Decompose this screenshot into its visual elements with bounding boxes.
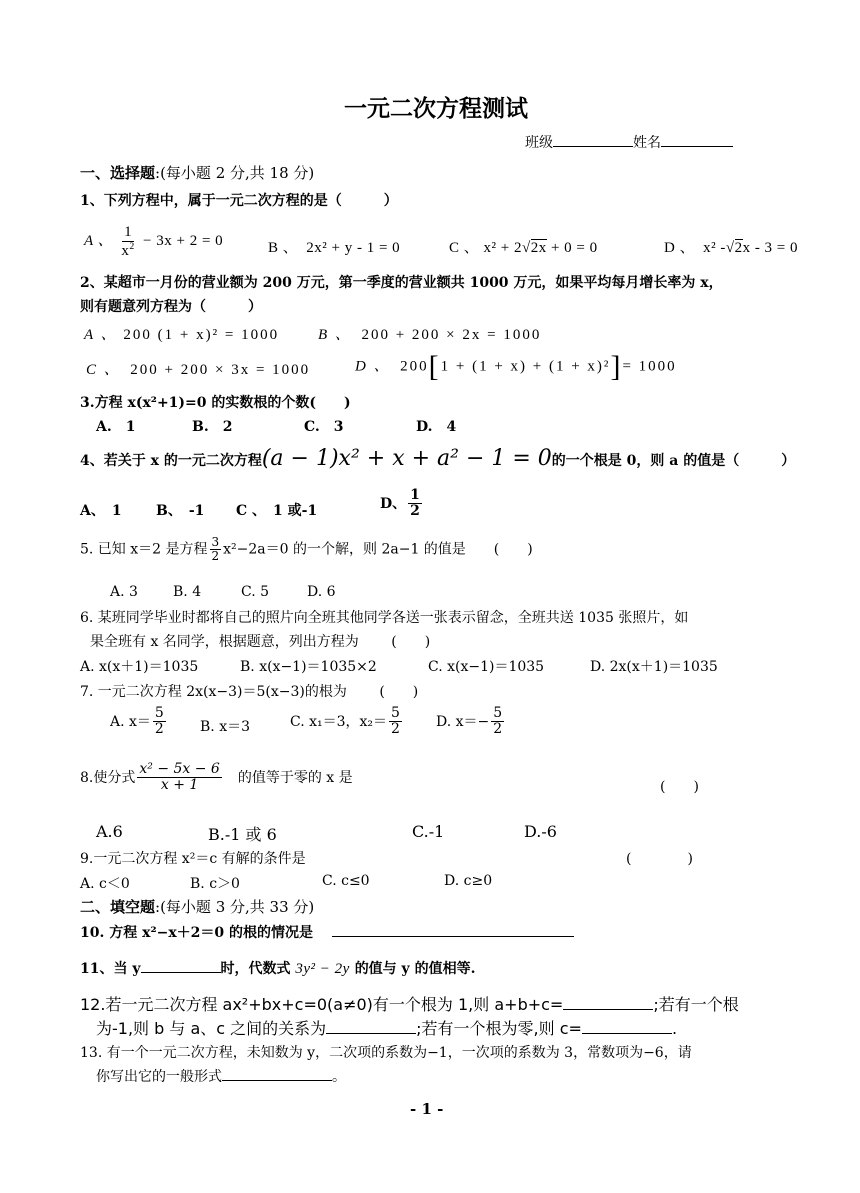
- q6-option-a: A. x(x＋1)＝1035: [80, 659, 199, 675]
- q1-stem: 1、下列方程中，属于一元二次方程的是（ ）: [80, 193, 398, 209]
- q2-option-c: C 、 200 + 200 × 3x = 1000: [86, 362, 311, 378]
- q6-stem-line1: 6. 某班同学毕业时都将自己的照片向全班其他同学各送一张表示留念，全班共送 1035 张照片，如: [80, 610, 689, 626]
- q8-answer-paren[interactable]: ( ): [660, 779, 699, 795]
- section-choice: [80, 162, 314, 183]
- q3-option-a: A. 1: [96, 419, 136, 435]
- q11-blank[interactable]: [141, 972, 221, 973]
- q12-blank-3[interactable]: [582, 1033, 672, 1034]
- q1-option-b: B 、 2x² + y - 1 = 0: [268, 240, 401, 256]
- q7-stem: 7. 一元二次方程 2x(x−3)＝5(x−3)的根为 ( ): [80, 684, 419, 700]
- q10-blank[interactable]: [332, 936, 574, 937]
- q1-option-a: A 、 $\frac{1}{x^2}$ − 3x + 2 = 0: [84, 224, 224, 259]
- q6-option-b: B. x(x−1)＝1035×2: [240, 659, 377, 675]
- q13-line1: 13. 有一个一元二次方程，未知数为 y，二次项的系数为−1，一次项的系数为 3，常数项为−6，请: [80, 1045, 692, 1061]
- q8-option-b: B.-1 或 6: [208, 825, 277, 844]
- q6-stem-line2: 果全班有 x 名同学，根据题意，列出方程为 ( ): [90, 634, 431, 650]
- q1-a-fraction: $\frac{1}{x^2}$: [121, 224, 135, 259]
- q7-option-b: B. x＝3: [200, 719, 250, 735]
- q8-option-d: D.-6: [524, 822, 557, 841]
- q4-stem: 4、若关于 x 的一元二次方程(a − 1)x² + x + a² − 1 = 0的一个根是 0，则 a 的值是（ ）: [80, 446, 796, 471]
- class-label: 班级: [525, 135, 553, 151]
- q13-line2: 你写出它的一般形式 。: [96, 1069, 346, 1085]
- sqrt-icon: √: [725, 240, 735, 256]
- q8-stem: 8.使分式 $\frac{\text{x² − 5x − 6}}{x + 1}$ 的值等于零的 x 是: [80, 761, 353, 794]
- q13-blank[interactable]: [222, 1080, 332, 1081]
- q1-option-c: C 、 x² + 2√2x + 0 = 0: [449, 240, 598, 256]
- q9-option-a: A. c＜0: [80, 876, 130, 892]
- page-title: 一元二次方程测试: [344, 96, 528, 122]
- q5-stem: 5. 已知 x＝2 是方程 $\frac{3}{2}$ x²−2a＝0 的一个解，则 2a−1 的值是 ( ): [80, 535, 533, 564]
- q3-option-d: D. 4: [416, 419, 457, 435]
- q4-option-d: D、 $\frac{1}{2}$: [380, 487, 420, 520]
- q11-stem: 11、当 y 时，代数式 3y² − 2y 的值与 y 的值相等.: [80, 961, 476, 977]
- q2-option-b: B 、 200 + 200 × 2x = 1000: [318, 327, 542, 343]
- class-blank[interactable]: [553, 146, 633, 147]
- q12-blank-2[interactable]: [326, 1033, 416, 1034]
- q2-stem-line1: 2、某超市一月份的营业额为 200 万元，第一季度的营业额共 1000 万元，如果平均每月增长率为 x，: [80, 275, 723, 291]
- q3-option-c: C. 3: [304, 419, 344, 435]
- section-note: :(每小题 3 分,共 33 分): [155, 898, 315, 916]
- section-fill: [80, 896, 314, 917]
- sqrt-icon: √: [521, 240, 531, 256]
- q5-option-c: C. 5: [241, 584, 270, 600]
- q4-option-a: A、 1: [80, 503, 122, 519]
- q8-option-c: C.-1: [412, 822, 445, 841]
- q4-option-c: C 、 1 或-1: [236, 503, 318, 519]
- q5-option-a: A. 3: [110, 584, 138, 600]
- q6-option-d: D. 2x(x＋1)＝1035: [590, 659, 718, 675]
- q3-stem: 3.方程 x(x²+1)=0 的实数根的个数( ): [80, 395, 351, 411]
- student-info: [525, 132, 733, 152]
- q6-option-c: C. x(x−1)＝1035: [428, 659, 545, 675]
- q9-option-d: D. c≥0: [444, 873, 493, 889]
- name-blank[interactable]: [661, 146, 733, 147]
- q2-option-a: A 、 200 (1 + x)² = 1000: [84, 327, 280, 343]
- q7-option-a: A. x＝ $\frac{5}{2}$: [110, 705, 164, 738]
- q3-option-b: B. 2: [192, 419, 233, 435]
- q7-option-c: C. x₁＝3，x₂＝ $\frac{5}{2}$: [290, 705, 400, 738]
- name-label: 姓名: [633, 135, 661, 151]
- q2-stem-line2: 则有题意列方程为（ ）: [80, 299, 262, 315]
- q5-option-b: B. 4: [173, 584, 202, 600]
- q10-stem: 10. 方程 x²−x＋2＝0 的根的情况是: [80, 922, 574, 942]
- q8-option-a: A.6: [96, 822, 123, 841]
- q1-option-d: D 、 x² -√2x - 3 = 0: [664, 240, 799, 256]
- section-heading: 二、填空题: [80, 898, 156, 916]
- q7-option-d: D. x＝− $\frac{5}{2}$: [436, 705, 503, 738]
- q4-option-b: B、 -1: [156, 503, 205, 519]
- page-number: - 1 -: [410, 1100, 444, 1118]
- q12-blank-1[interactable]: [563, 1009, 653, 1010]
- q2-option-d: D 、 200[1 + (1 + x) + (1 + x)²]= 1000: [355, 350, 677, 383]
- q9-option-b: B. c＞0: [190, 876, 240, 892]
- q12-line1: 12.若一元二次方程 ax²+bx+c=0(a≠0)有一个根为 1,则 a+b+c= ;若有一个根: [80, 995, 739, 1014]
- q5-option-d: D. 6: [307, 584, 336, 600]
- section-heading: 一、选择题: [80, 164, 156, 182]
- q9-stem: 9.一元二次方程 x²＝c 有解的条件是: [80, 851, 306, 867]
- q9-answer-paren[interactable]: ( ): [626, 851, 693, 867]
- q12-line2: 为-1,则 b 与 a、c 之间的关系为 ;若有一个根为零,则 c= .: [96, 1019, 678, 1038]
- section-note: :(每小题 2 分,共 18 分): [155, 164, 315, 182]
- q9-option-c: C. c≤0: [322, 873, 370, 889]
